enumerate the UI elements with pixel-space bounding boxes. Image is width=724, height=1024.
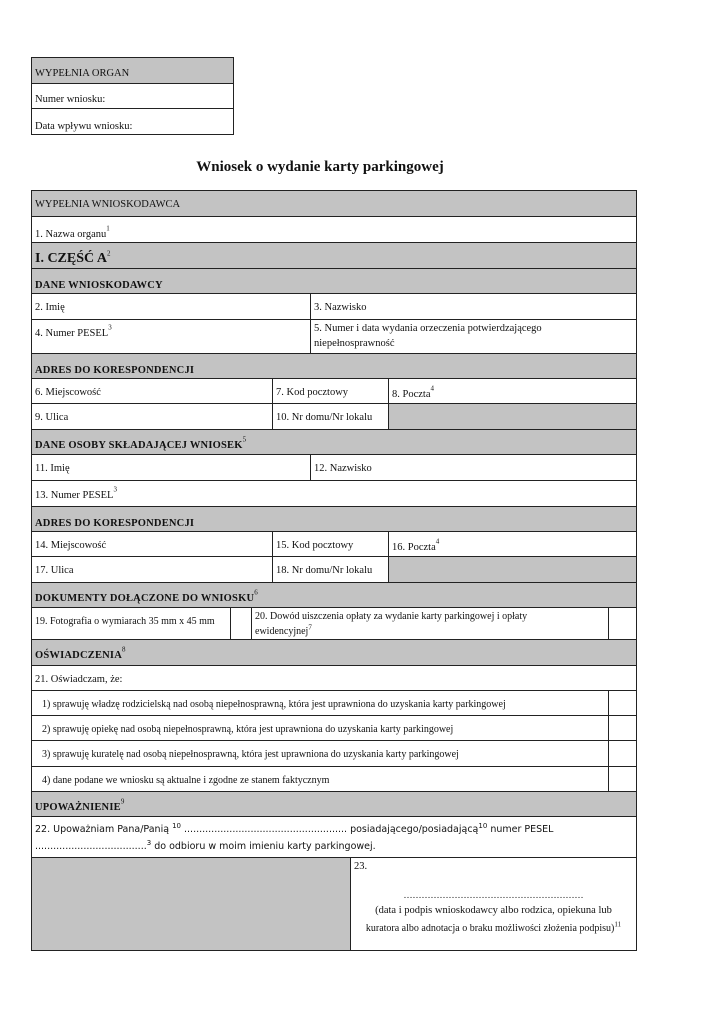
statement-checkbox[interactable] — [608, 690, 637, 716]
statement-row: 3) sprawuję kuratelę nad osobą niepełnosprawną, która jest uprawniona do uzyskania karty parkingowej — [31, 740, 609, 767]
statement-row: 1) sprawuję władzę rodzicielską nad osobą niepełnosprawną, która jest uprawniona do uzyskania karty parkingowej — [31, 690, 609, 716]
authorization-header: UPOWAŻNIENIE$^9$ — [31, 791, 637, 817]
submitter-first-name-field[interactable]: 11. Imię — [31, 454, 311, 481]
house-number-field[interactable]: 10. Nr domu/Nr lokalu — [272, 403, 389, 430]
statement-row: 4) dane podane we wniosku są aktualne i zgodne ze stanem faktycznym — [31, 766, 609, 792]
authority-name-label: 1. Nazwa organu — [35, 229, 107, 240]
photo-document-label-cell: 19. Fotografia o wymiarach 35 mm x 45 mm — [31, 607, 231, 640]
authority-name-field[interactable]: 1. Nazwa organu$^1$ — [31, 216, 637, 243]
signature-gray-block — [31, 857, 351, 951]
post-office-field[interactable]: 8. Poczta$^4$ — [388, 378, 637, 404]
city-field[interactable]: 6. Miejscowość — [31, 378, 273, 404]
blank-gray-cell-2 — [388, 556, 637, 583]
correspondence-address-header: ADRES DO KORESPONDENCJI — [31, 353, 637, 379]
organ-box-header-label: WYPEŁNIA ORGAN — [35, 68, 130, 79]
blank-gray-cell — [388, 403, 637, 430]
submitter-pesel-field[interactable]: 13. Numer PESEL$^3$ — [31, 480, 637, 507]
statement-checkbox[interactable] — [608, 715, 637, 741]
submitter-city-field[interactable]: 14. Miejscowość — [31, 531, 273, 557]
declare-intro: 21. Oświadczam, że: — [31, 665, 637, 691]
authorization-text[interactable]: 22. Upoważniam Pana/Panią $^{10}$ ...................................................... posiadającego/posiadającą$^{10}$ numer PESEL .....................................$^3$ do odbioru w moim imieniu karty parkingowej. — [31, 816, 637, 858]
last-name-field[interactable]: 3. Nazwisko — [310, 293, 637, 320]
submitter-data-header: DANE OSOBY SKŁADAJĄCEJ WNIOSEK$^5$ — [31, 429, 637, 455]
declarations-header: OŚWIADCZENIA$^8$ — [31, 639, 637, 666]
fee-receipt-label-cell: 20. Dowód uiszczenia opłaty za wydanie karty parkingowej i opłaty ewidencyjnej$^7$ — [251, 607, 609, 640]
applicant-fills-header: WYPEŁNIA WNIOSKODAWCA — [31, 190, 637, 217]
street-field[interactable]: 9. Ulica — [31, 403, 273, 430]
attached-documents-header: DOKUMENTY DOŁĄCZONE DO WNIOSKU$^6$ — [31, 582, 637, 608]
signature-dots: …………………………………………………… — [403, 890, 584, 900]
signature-field[interactable]: 23. …………………………………………………… (data i podpis wnioskodawcy albo rodzica, opiekuna lub kuratora albo adnotacja o braku możliwości złożenia podpisu)$^{11}$ — [350, 857, 637, 951]
receipt-date-label: Data wpływu wniosku: — [35, 121, 133, 132]
organ-box-header — [32, 58, 233, 84]
postal-code-field[interactable]: 7. Kod pocztowy — [272, 378, 389, 404]
submitter-house-number-field[interactable]: 18. Nr domu/Nr lokalu — [272, 556, 389, 583]
disability-certificate-field[interactable]: 5. Numer i data wydania orzeczenia potwierdzającego niepełnosprawność — [310, 319, 637, 354]
submitter-address-header: ADRES DO KORESPONDENCJI — [31, 506, 637, 532]
submitter-postal-code-field[interactable]: 15. Kod pocztowy — [272, 531, 389, 557]
photo-document-checkbox[interactable] — [230, 607, 252, 640]
pesel-field[interactable]: 4. Numer PESEL$^3$ — [31, 319, 311, 354]
fee-receipt-checkbox[interactable] — [608, 607, 637, 640]
statement-row: 2) sprawuję opiekę nad osobą niepełnosprawną, która jest uprawniona do uzyskania karty parkingowej — [31, 715, 609, 741]
statement-checkbox[interactable] — [608, 766, 637, 792]
page-title: Wniosek o wydanie karty parkingowej — [196, 159, 444, 175]
applicant-data-header: DANE WNIOSKODAWCY — [31, 268, 637, 294]
application-number-field[interactable] — [32, 84, 233, 109]
part-a-header: I. CZĘŚĆ $A^2$ — [31, 242, 637, 269]
submitter-last-name-field[interactable]: 12. Nazwisko — [310, 454, 637, 481]
organ-box — [31, 57, 234, 135]
submitter-post-office-field[interactable]: 16. Poczta$^4$ — [388, 531, 637, 557]
first-name-field[interactable]: 2. Imię — [31, 293, 311, 320]
application-number-label: Numer wniosku: — [35, 94, 106, 105]
statement-checkbox[interactable] — [608, 740, 637, 767]
submitter-street-field[interactable]: 17. Ulica — [31, 556, 273, 583]
receipt-date-field[interactable] — [32, 109, 233, 134]
